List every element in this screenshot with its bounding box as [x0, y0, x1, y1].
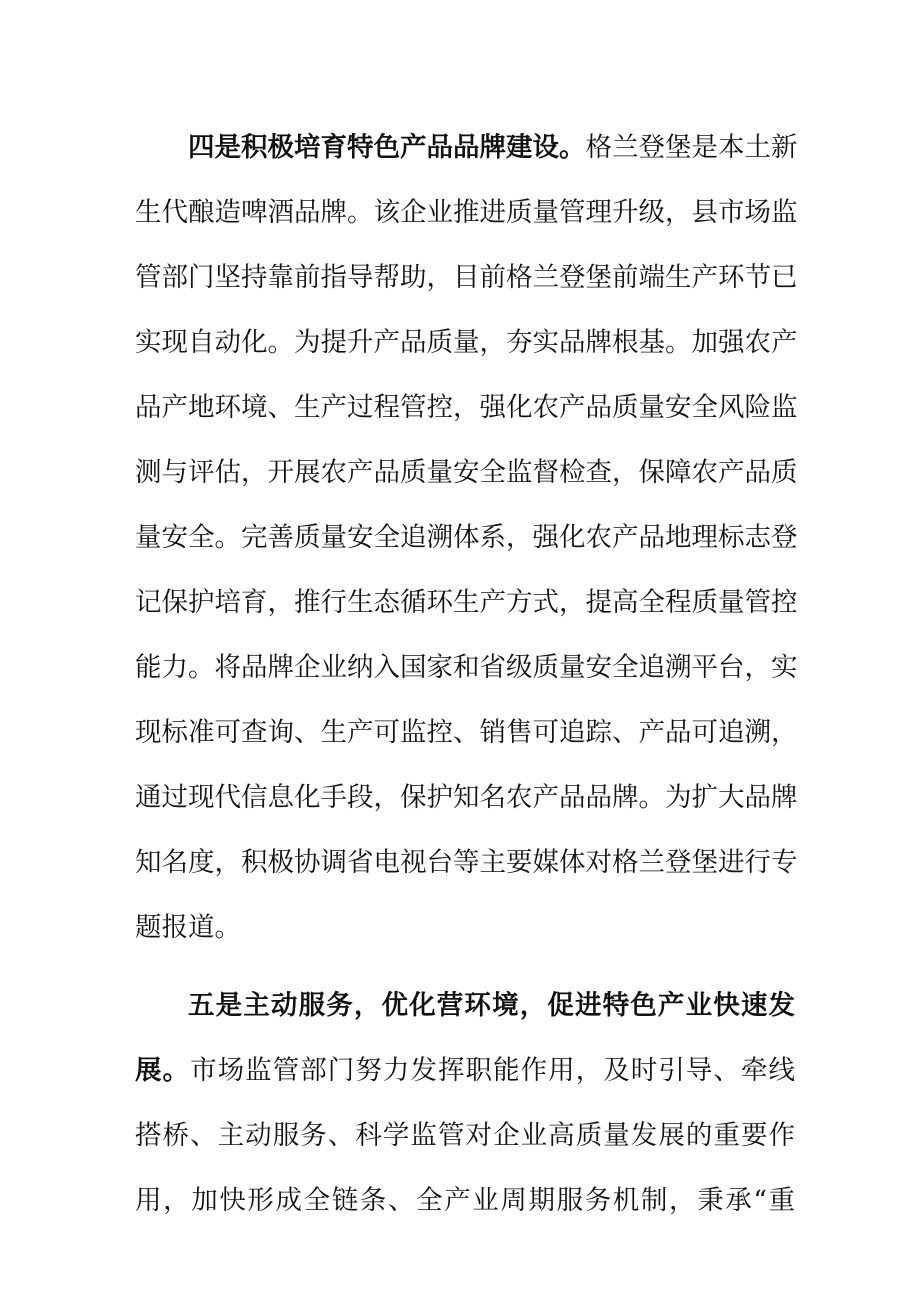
paragraph-5-line-2	[135, 1051, 795, 1091]
paragraph-5-heading-end: 展。	[135, 1055, 191, 1086]
paragraph-4-line-5: 品产地环境、生产过程管控，强化农产品质量安全风险监	[135, 392, 798, 423]
paragraph-4-line-2: 生代酿造啤酒品牌。该企业推进质量管理升级，县市场监	[135, 197, 798, 228]
paragraph-4-line-9: 能力。将品牌企业纳入国家和省级质量安全追溯平台，实	[135, 652, 798, 683]
paragraph-4-line-7: 量安全。完善质量安全追溯体系，强化农产品地理标志登	[135, 522, 798, 553]
paragraph-4-heading: 四是积极培育特色产品品牌建设。	[188, 132, 586, 163]
paragraph-4-line-4: 实现自动化。为提升产品质量，夯实品牌根基。加强农产	[135, 327, 798, 358]
paragraph-4-line-13: 题报道。	[135, 912, 241, 943]
paragraph-4-line-11: 通过现代信息化手段，保护知名农产品品牌。为扩大品牌	[135, 782, 798, 813]
paragraph-5-line-1	[188, 986, 795, 1026]
paragraph-4-line-3: 管部门坚持靠前指导帮助，目前格兰登堡前端生产环节已	[135, 262, 798, 293]
paragraph-4-line-10: 现标准可查询、生产可监控、销售可追踪、产品可追溯，	[135, 717, 798, 748]
paragraph-4-line-12: 知名度，积极协调省电视台等主要媒体对格兰登堡进行专	[135, 847, 798, 878]
paragraph-5-line-2-text: 市场监管部门努力发挥职能作用，及时引导、牵线	[190, 1055, 796, 1086]
paragraph-5-line-3: 搭桥、主动服务、科学监管对企业高质量发展的重要作	[135, 1120, 795, 1151]
paragraph-4-line-6: 测与评估，开展农产品质量安全监督检查，保障农产品质	[135, 457, 798, 488]
paragraph-4-line-1	[188, 128, 798, 168]
paragraph-5-line-4: 用，加快形成全链条、全产业周期服务机制，秉承“重	[135, 1185, 795, 1216]
paragraph-5-heading: 五是主动服务，优化营环境，促进特色产业快速发	[188, 990, 795, 1021]
paragraph-4-line-1-text: 格兰登堡是本土新	[585, 132, 798, 163]
paragraph-4-line-8: 记保护培育，推行生态循环生产方式，提高全程质量管控	[135, 587, 798, 618]
